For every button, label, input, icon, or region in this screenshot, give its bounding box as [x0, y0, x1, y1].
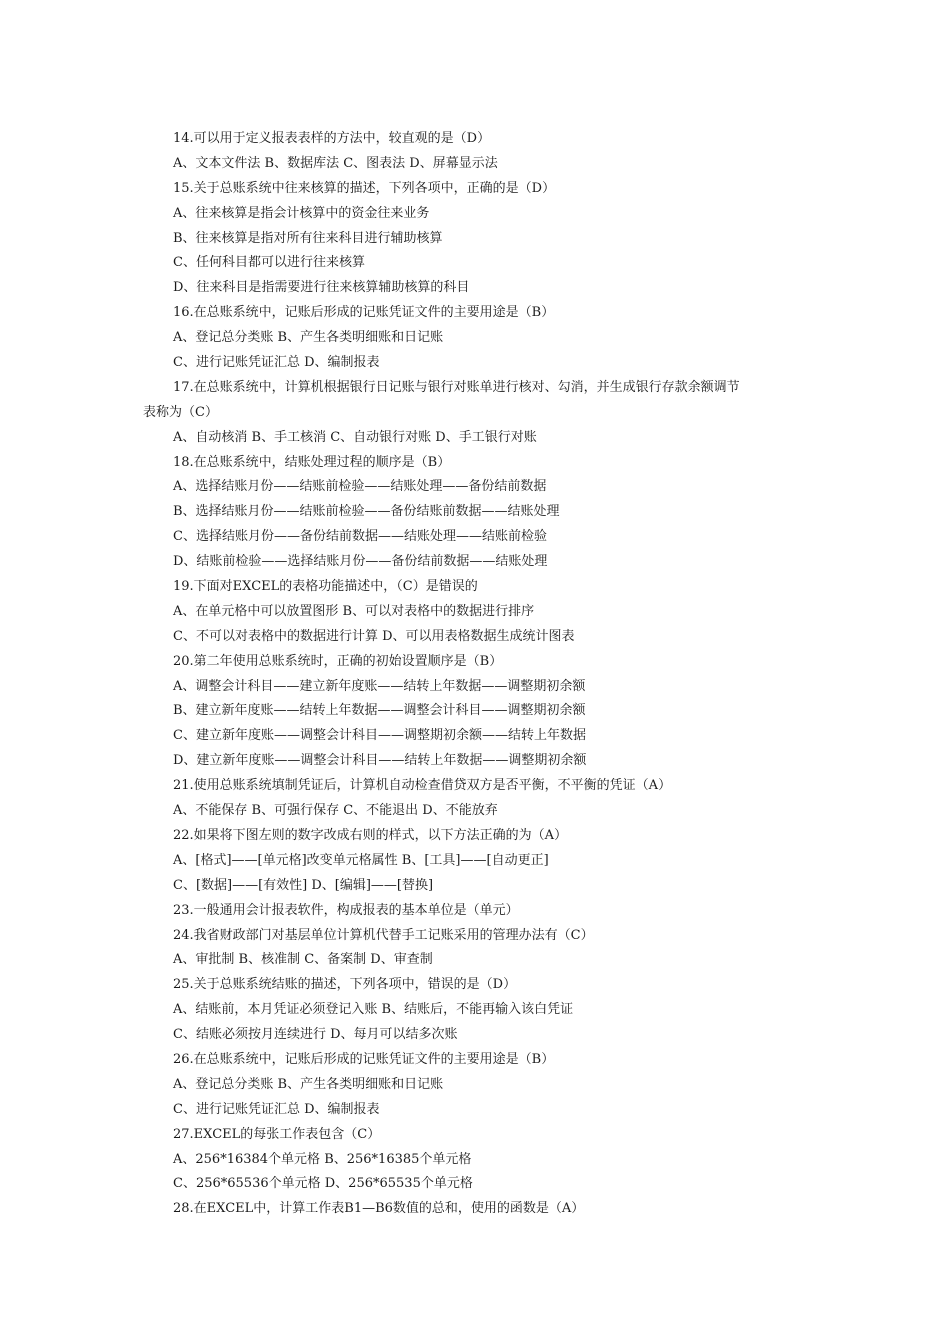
- text-line: A、不能保存 B、可强行保存 C、不能退出 D、不能放弃: [173, 803, 498, 819]
- text-line: A、往来核算是指会计核算中的资金往来业务: [173, 205, 430, 221]
- text-line: 25.关于总账系统结账的描述，下列各项中，错误的是（D）: [173, 977, 517, 993]
- text-line: B、建立新年度账——结转上年数据——调整会计科目——调整期初余额: [173, 703, 586, 719]
- text-line: C、[数据]——[有效性] D、[编辑]——[替换]: [173, 877, 434, 893]
- text-line: B、往来核算是指对所有往来科目进行辅助核算: [173, 230, 443, 246]
- text-line: A、256*16384个单元格 B、256*16385个单元格: [173, 1151, 472, 1167]
- text-line: A、自动核消 B、手工核消 C、自动银行对账 D、手工银行对账: [173, 429, 537, 445]
- text-line: 22.如果将下图左则的数字改成右则的样式，以下方法正确的为（A）: [173, 827, 568, 843]
- text-line: A、登记总分类账 B、产生各类明细账和日记账: [173, 330, 444, 346]
- text-line: A、结账前，本月凭证必须登记入账 B、结账后，不能再输入该白凭证: [173, 1002, 574, 1018]
- text-line: C、任何科目都可以进行往来核算: [173, 255, 365, 271]
- text-line: 20.第二年使用总账系统时，正确的初始设置顺序是（B）: [173, 653, 503, 669]
- text-line: 表称为（C）: [143, 404, 218, 420]
- text-line: 23.一般通用会计报表软件，构成报表的基本单位是（单元）: [173, 902, 519, 918]
- text-line: C、选择结账月份——备份结前数据——结账处理——结账前检验: [173, 529, 547, 545]
- text-line: D、建立新年度账——调整会计科目——结转上年数据——调整期初余额: [173, 753, 587, 769]
- text-line: C、建立新年度账——调整会计科目——调整期初余额——结转上年数据: [173, 728, 586, 744]
- text-line: A、审批制 B、核准制 C、备案制 D、审查制: [173, 952, 433, 968]
- text-line: A、在单元格中可以放置图形 B、可以对表格中的数据进行排序: [173, 603, 535, 619]
- text-line: B、选择结账月份——结账前检验——备份结账前数据——结账处理: [173, 504, 560, 520]
- text-line: D、结账前检验——选择结账月份——备份结前数据——结账处理: [173, 554, 548, 570]
- text-line: 21.使用总账系统填制凭证后，计算机自动检查借贷双方是否平衡，不平衡的凭证（A）: [173, 778, 672, 794]
- text-line: A、[格式]——[单元格]改变单元格属性 B、[工具]——[自动更正]: [173, 852, 549, 868]
- text-line: 17.在总账系统中，计算机根据银行日记账与银行对账单进行核对、勾消，并生成银行存款余额调节: [173, 379, 740, 395]
- text-line: 27.EXCEL的每张工作表包含（C）: [173, 1126, 381, 1142]
- text-line: 19.下面对EXCEL的表格功能描述中，（C）是错误的: [173, 579, 478, 595]
- text-line: C、不可以对表格中的数据进行计算 D、可以用表格数据生成统计图表: [173, 628, 575, 644]
- text-line: D、往来科目是指需要进行往来核算辅助核算的科目: [173, 280, 470, 296]
- text-line: 15.关于总账系统中往来核算的描述，下列各项中，正确的是（D）: [173, 180, 556, 196]
- text-line: 18.在总账系统中，结账处理过程的顺序是（B）: [173, 454, 451, 470]
- document-body: [143, 127, 803, 1222]
- text-line: A、调整会计科目——建立新年度账——结转上年数据——调整期初余额: [173, 678, 586, 694]
- text-line: 24.我省财政部门对基层单位计算机代替手工记账采用的管理办法有（C）: [173, 927, 594, 943]
- text-line: A、登记总分类账 B、产生各类明细账和日记账: [173, 1076, 444, 1092]
- text-line: 28.在EXCEL中，计算工作表B1—B6数值的总和，使用的函数是（A）: [173, 1201, 585, 1217]
- text-line: C、进行记账凭证汇总 D、编制报表: [173, 1101, 380, 1117]
- text-line: A、选择结账月份——结账前检验——结账处理——备份结前数据: [173, 479, 547, 495]
- text-line: C、256*65536个单元格 D、256*65535个单元格: [173, 1176, 473, 1192]
- text-line: C、进行记账凭证汇总 D、编制报表: [173, 355, 380, 371]
- text-line: 26.在总账系统中，记账后形成的记账凭证文件的主要用途是（B）: [173, 1051, 555, 1067]
- text-line: 14.可以用于定义报表表样的方法中，较直观的是（D）: [173, 131, 491, 146]
- text-line: C、结账必须按月连续进行 D、每月可以结多次账: [173, 1027, 458, 1043]
- text-line: 16.在总账系统中，记账后形成的记账凭证文件的主要用途是（B）: [173, 305, 555, 321]
- text-line: A、文本文件法 B、数据库法 C、图表法 D、屏幕显示法: [173, 155, 498, 171]
